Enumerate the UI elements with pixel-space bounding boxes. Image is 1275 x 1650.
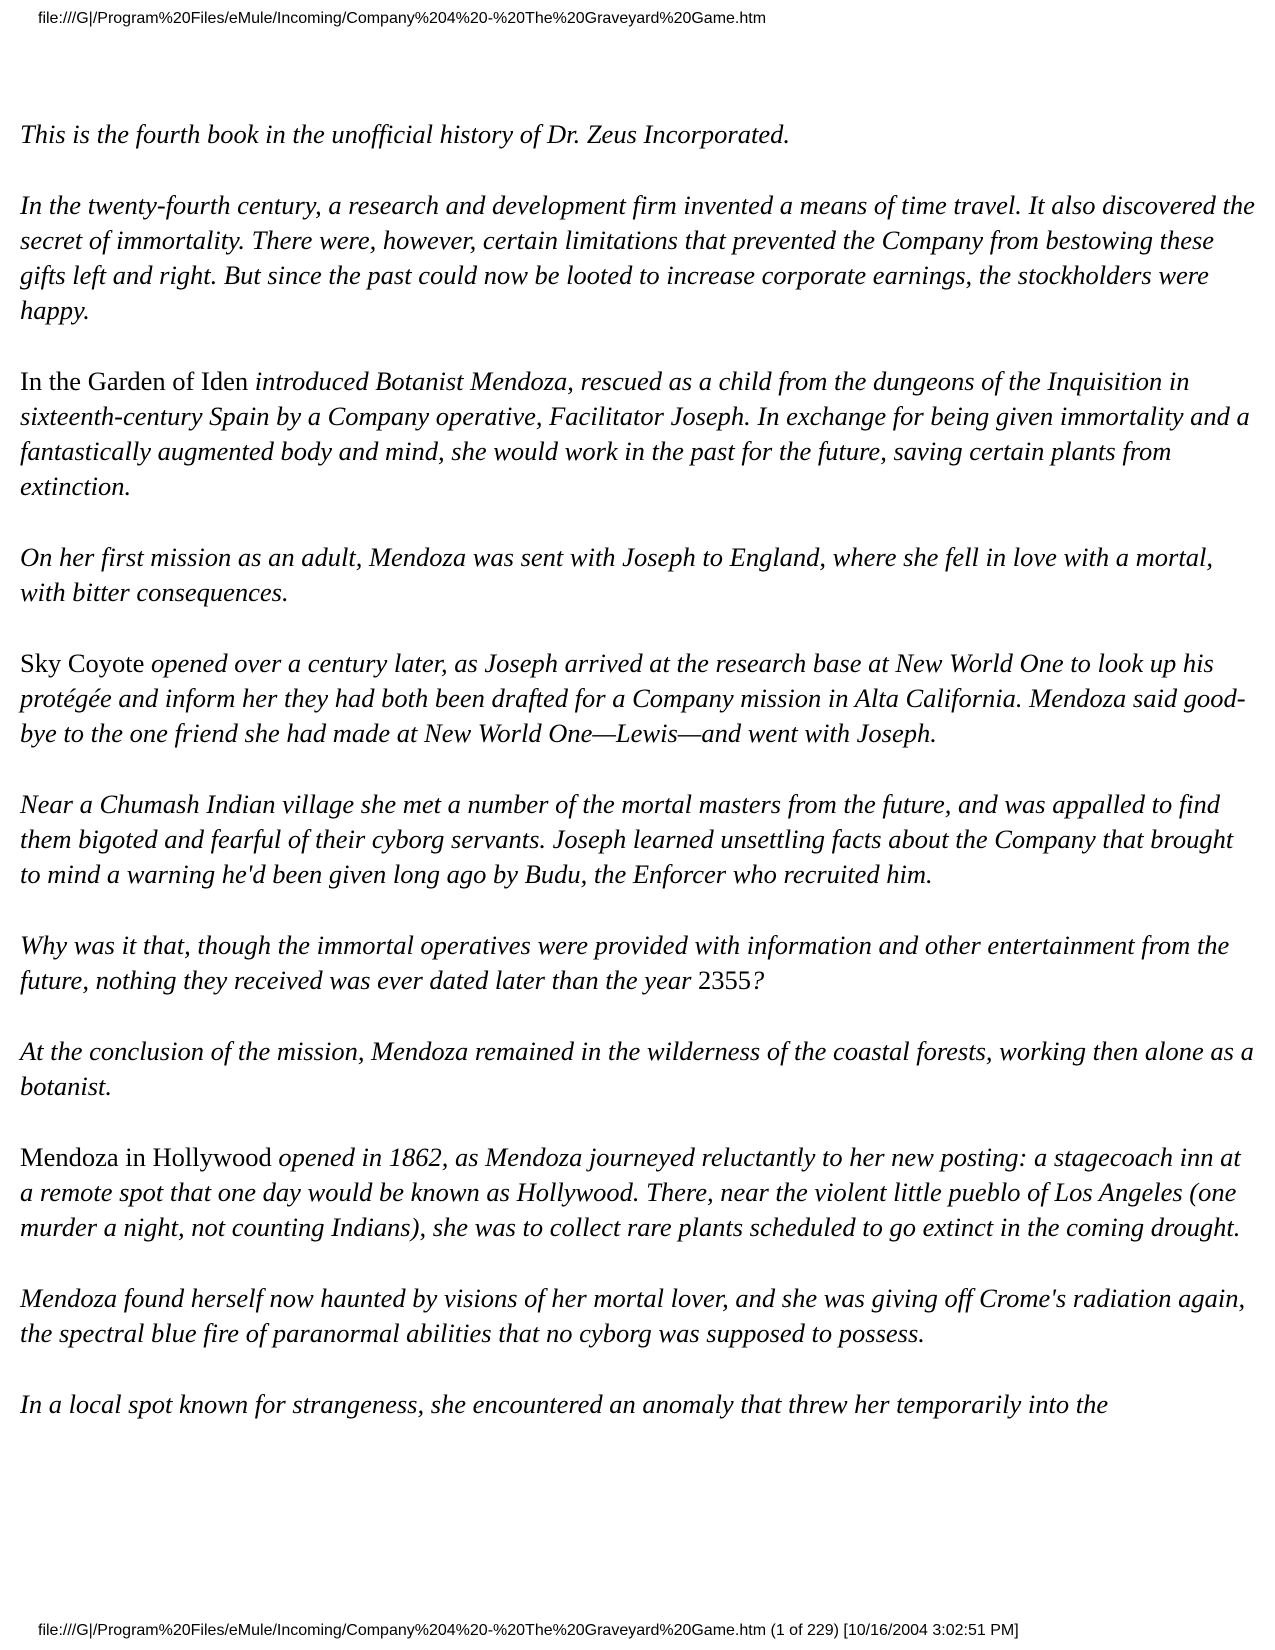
paragraph-2 [20,188,1260,328]
paragraph-5 [20,646,1260,751]
paragraph-9 [20,1140,1260,1245]
paragraph-10 [20,1281,1260,1351]
book-title: In the Garden of Iden [20,366,249,396]
paragraph-4 [20,540,1260,610]
paragraph-text: In the twenty-fourth century, a research and development firm invented a means of time travel. It also discovered the secret of immortality. There were, however, certain limitations that prevented the Company from bestowing these gifts left and right. But since the past could now be looted to increase corporate earnings, the stockholders were happy. [20,190,1255,325]
paragraph-6 [20,787,1260,892]
paragraph-text: On her first mission as an adult, Mendoza was sent with Joseph to England, where she fell in love with a mortal, with bitter consequences. [20,542,1213,607]
paragraph-text: Near a Chumash Indian village she met a number of the mortal masters from the future, and was appalled to find them bigoted and fearful of their cyborg servants. Joseph learned unsettling facts about the Company that brought to mind a warning he'd been given long ago by Budu, the Enforcer who recruited him. [20,789,1234,889]
paragraph-text: At the conclusion of the mission, Mendoza remained in the wilderness of the coastal forests, working then alone as a botanist. [20,1036,1254,1101]
document-body [20,117,1260,1458]
paragraph-3 [20,364,1260,504]
paragraph-text: ? [751,965,765,995]
footer-file-path: file:///G|/Program%20Files/eMule/Incoming/Company%204%20-%20The%20Graveyard%20Game.htm (1 of 229) [10/16/2004 3:02:51 PM] [38,1622,1019,1639]
paragraph-text: introduced Botanist Mendoza, rescued as a child from the dungeons of the Inquisition in sixteenth-century Spain by a Company operative, Facilitator Joseph. In exchange for being given immortality and a fantastically augmented body and mind, she would work in the past for the future, saving certain plants from extinction. [20,366,1250,501]
book-title: Sky Coyote [20,648,145,678]
header-file-path: file:///G|/Program%20Files/eMule/Incoming/Company%204%20-%20The%20Graveyard%20Game.htm [38,10,767,27]
paragraph-8 [20,1034,1260,1104]
paragraph-7 [20,928,1260,998]
paragraph-text: opened in 1862, as Mendoza journeyed reluctantly to her new posting: a stagecoach inn at a remote spot that one day would be known as Hollywood. There, near the violent little pueblo of Los Angeles (one murder a night, not counting Indians), she was to collect rare plants scheduled to go extinct in the coming drought. [20,1142,1241,1242]
book-title: Mendoza in Hollywood [20,1142,272,1172]
paragraph-text: In a local spot known for strangeness, she encountered an anomaly that threw her temporarily into the [20,1389,1109,1419]
paragraph-11 [20,1387,1260,1422]
year-number: 2355 [698,965,752,995]
paragraph-text: This is the fourth book in the unofficial history of Dr. Zeus Incorporated. [20,119,790,149]
paragraph-text: opened over a century later, as Joseph arrived at the research base at New World One to look up his protégée and inform her they had both been drafted for a Company mission in Alta California. Mendoza said good-bye to the one friend she had made at New World One—Lewis—and went with Joseph. [20,648,1246,748]
paragraph-1 [20,117,1260,152]
paragraph-text: Why was it that, though the immortal operatives were provided with information and other entertainment from the future, nothing they received was ever dated later than the year [20,930,1230,995]
paragraph-text: Mendoza found herself now haunted by visions of her mortal lover, and she was giving off Crome's radiation again, the spectral blue fire of paranormal abilities that no cyborg was supposed to possess. [20,1283,1246,1348]
